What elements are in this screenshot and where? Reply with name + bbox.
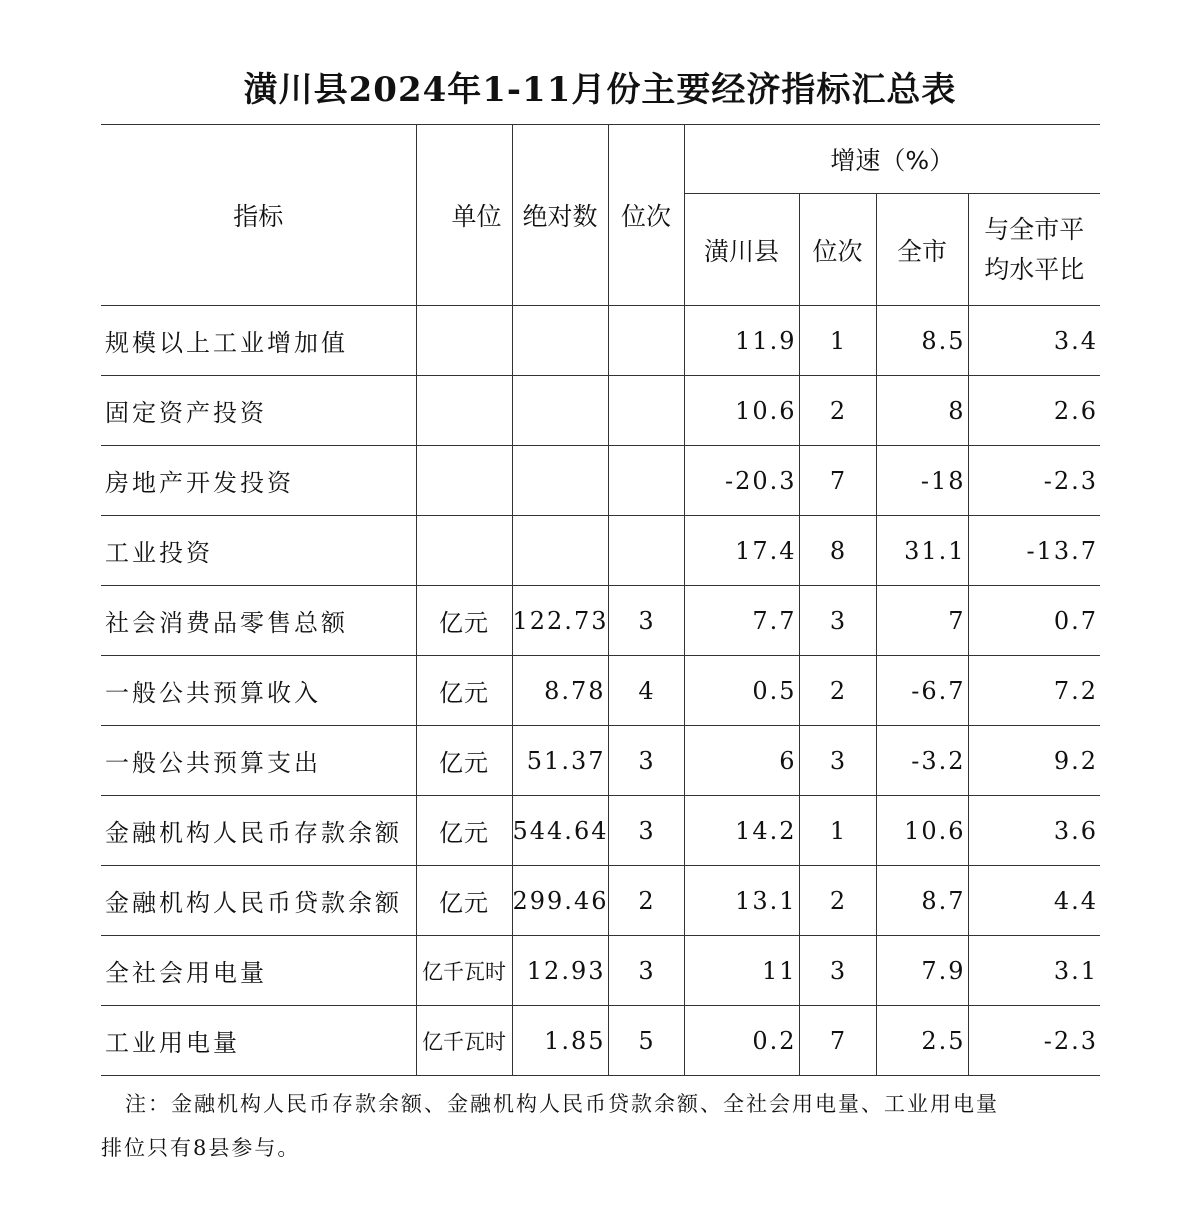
county-rank: 2 (799, 866, 876, 936)
indicator-name: 金融机构人民币贷款余额 (101, 866, 416, 936)
county-rank: 8 (799, 516, 876, 586)
rank-value (608, 376, 684, 446)
header-indicator: 指标 (101, 125, 416, 306)
table-row (101, 796, 1100, 866)
city-growth: -6.7 (876, 656, 968, 726)
county-rank: 2 (799, 376, 876, 446)
table-row (101, 306, 1100, 376)
table-row (101, 936, 1100, 1006)
vs-city-diff: 3.6 (968, 796, 1100, 866)
vs-city-diff: 4.4 (968, 866, 1100, 936)
indicator-table (101, 124, 1100, 1076)
header-unit: 单位 (416, 125, 512, 306)
table-row (101, 656, 1100, 726)
absolute-value (512, 376, 608, 446)
absolute-value: 1.85 (512, 1006, 608, 1076)
unit-cell: 亿元 (416, 656, 512, 726)
vs-city-diff: 9.2 (968, 726, 1100, 796)
vs-city-diff: 0.7 (968, 586, 1100, 656)
indicator-name: 规模以上工业增加值 (101, 306, 416, 376)
vs-city-diff: 2.6 (968, 376, 1100, 446)
absolute-value (512, 446, 608, 516)
rank-value: 3 (608, 936, 684, 1006)
county-rank: 7 (799, 446, 876, 516)
absolute-value: 299.46 (512, 866, 608, 936)
rank-value: 3 (608, 796, 684, 866)
county-growth: 0.5 (684, 656, 799, 726)
absolute-value: 8.78 (512, 656, 608, 726)
indicator-name: 房地产开发投资 (101, 446, 416, 516)
header-city: 全市 (876, 194, 968, 306)
vs-city-diff: -2.3 (968, 1006, 1100, 1076)
indicator-name: 一般公共预算支出 (101, 726, 416, 796)
city-growth: 2.5 (876, 1006, 968, 1076)
vs-city-diff: -13.7 (968, 516, 1100, 586)
header-absolute: 绝对数 (512, 125, 608, 306)
indicator-name: 工业用电量 (101, 1006, 416, 1076)
unit-cell (416, 516, 512, 586)
unit-cell: 亿元 (416, 726, 512, 796)
footnote-line-2: 排位只有8县参与。 (101, 1136, 301, 1160)
city-growth: 7.9 (876, 936, 968, 1006)
table-row (101, 726, 1100, 796)
absolute-value: 544.64 (512, 796, 608, 866)
rank-value (608, 516, 684, 586)
city-growth: 31.1 (876, 516, 968, 586)
absolute-value (512, 516, 608, 586)
county-rank: 1 (799, 306, 876, 376)
rank-value: 4 (608, 656, 684, 726)
rank-value: 2 (608, 866, 684, 936)
county-growth: 0.2 (684, 1006, 799, 1076)
county-growth: 17.4 (684, 516, 799, 586)
unit-cell (416, 306, 512, 376)
unit-cell: 亿千瓦时 (416, 1006, 512, 1076)
unit-cell (416, 446, 512, 516)
city-growth: -3.2 (876, 726, 968, 796)
vs-city-diff: -2.3 (968, 446, 1100, 516)
indicator-name: 工业投资 (101, 516, 416, 586)
footnote (101, 1082, 1061, 1170)
county-growth: -20.3 (684, 446, 799, 516)
header-county-rank: 位次 (799, 194, 876, 306)
county-rank: 1 (799, 796, 876, 866)
county-growth: 11 (684, 936, 799, 1006)
indicator-name: 社会消费品零售总额 (101, 586, 416, 656)
city-growth: -18 (876, 446, 968, 516)
header-vs-city: 与全市平均水平比 (968, 194, 1100, 306)
city-growth: 8.7 (876, 866, 968, 936)
table-row (101, 1006, 1100, 1076)
city-growth: 7 (876, 586, 968, 656)
unit-cell: 亿千瓦时 (416, 936, 512, 1006)
vs-city-diff: 7.2 (968, 656, 1100, 726)
indicator-name: 全社会用电量 (101, 936, 416, 1006)
rank-value: 3 (608, 726, 684, 796)
unit-cell: 亿元 (416, 586, 512, 656)
rank-value: 5 (608, 1006, 684, 1076)
county-growth: 11.9 (684, 306, 799, 376)
header-growth-group: 增速（%） (684, 125, 1100, 194)
header-county: 潢川县 (684, 194, 799, 306)
county-growth: 7.7 (684, 586, 799, 656)
vs-city-diff: 3.4 (968, 306, 1100, 376)
header-rank: 位次 (608, 125, 684, 306)
table-row (101, 446, 1100, 516)
indicator-name: 金融机构人民币存款余额 (101, 796, 416, 866)
county-rank: 2 (799, 656, 876, 726)
rank-value (608, 446, 684, 516)
unit-cell: 亿元 (416, 866, 512, 936)
county-growth: 10.6 (684, 376, 799, 446)
county-rank: 7 (799, 1006, 876, 1076)
county-growth: 14.2 (684, 796, 799, 866)
indicator-name: 固定资产投资 (101, 376, 416, 446)
indicator-name: 一般公共预算收入 (101, 656, 416, 726)
county-rank: 3 (799, 586, 876, 656)
absolute-value (512, 306, 608, 376)
rank-value: 3 (608, 586, 684, 656)
city-growth: 8 (876, 376, 968, 446)
county-rank: 3 (799, 726, 876, 796)
county-growth: 6 (684, 726, 799, 796)
absolute-value: 12.93 (512, 936, 608, 1006)
table-row (101, 376, 1100, 446)
table-row (101, 586, 1100, 656)
page-title: 潢川县2024年1-11月份主要经济指标汇总表 (243, 70, 957, 110)
table-row (101, 866, 1100, 936)
unit-cell: 亿元 (416, 796, 512, 866)
footnote-line-1: 注：金融机构人民币存款余额、金融机构人民币贷款余额、全社会用电量、工业用电量 (125, 1092, 999, 1116)
absolute-value: 122.73 (512, 586, 608, 656)
vs-city-diff: 3.1 (968, 936, 1100, 1006)
city-growth: 8.5 (876, 306, 968, 376)
unit-cell (416, 376, 512, 446)
county-growth: 13.1 (684, 866, 799, 936)
city-growth: 10.6 (876, 796, 968, 866)
county-rank: 3 (799, 936, 876, 1006)
rank-value (608, 306, 684, 376)
table-row (101, 516, 1100, 586)
absolute-value: 51.37 (512, 726, 608, 796)
